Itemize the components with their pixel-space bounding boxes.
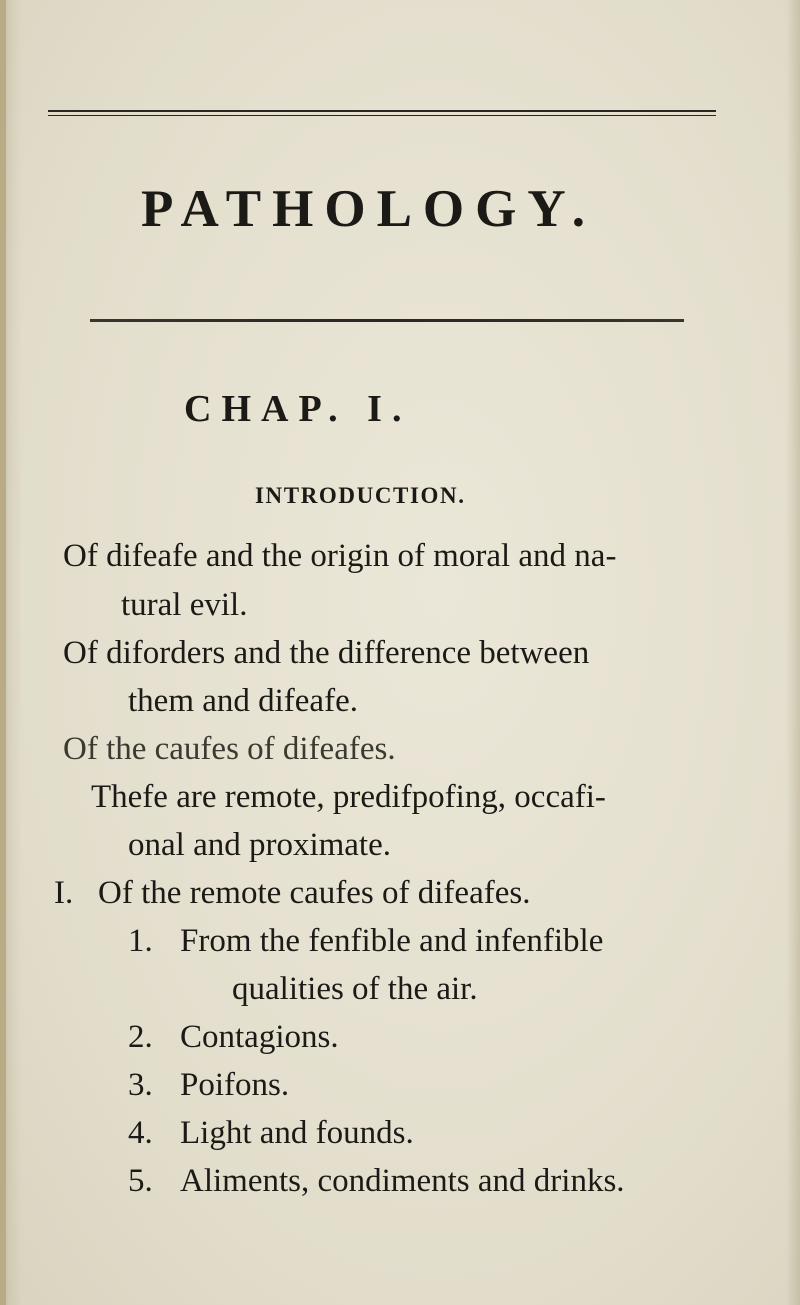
- text-line: Thefe are remote, predifpofing, occafi-: [91, 779, 606, 815]
- page-title: PATHOLOGY.: [141, 180, 597, 238]
- top-rule-thin: [48, 115, 716, 116]
- heading-number: I.: [54, 875, 74, 911]
- chapter-heading: CHAP. I.: [184, 388, 412, 430]
- list-item-text: From the fenfible and infenfible: [180, 923, 604, 959]
- text-line: Of difeafe and the origin of moral and na-: [63, 538, 617, 574]
- list-item-number: 3.: [128, 1067, 153, 1103]
- list-item-number: 4.: [128, 1115, 153, 1151]
- section-heading: INTRODUCTION.: [255, 483, 466, 508]
- list-item-number: 5.: [128, 1163, 153, 1199]
- list-item-text: Contagions.: [180, 1019, 339, 1055]
- heading-text: Of the remote caufes of difeafes.: [98, 875, 531, 911]
- page-spine-edge: [0, 0, 6, 1305]
- list-item-number: 2.: [128, 1019, 153, 1055]
- text-line: Of diforders and the difference between: [63, 635, 590, 671]
- list-item-number: 1.: [128, 923, 153, 959]
- title-rule: [90, 319, 684, 322]
- top-rule: [48, 110, 716, 112]
- text-line: tural evil.: [121, 587, 248, 623]
- list-item-text: Poifons.: [180, 1067, 290, 1103]
- list-item-text: Aliments, condiments and drinks.: [180, 1163, 625, 1199]
- text-line: onal and proximate.: [128, 827, 392, 863]
- text-line: Of the caufes of difeafes.: [63, 731, 396, 767]
- list-item-continuation: qualities of the air.: [232, 971, 478, 1007]
- text-line: them and difeafe.: [128, 683, 358, 719]
- numbered-heading: [54, 877, 530, 910]
- list-item-text: Light and founds.: [180, 1115, 414, 1151]
